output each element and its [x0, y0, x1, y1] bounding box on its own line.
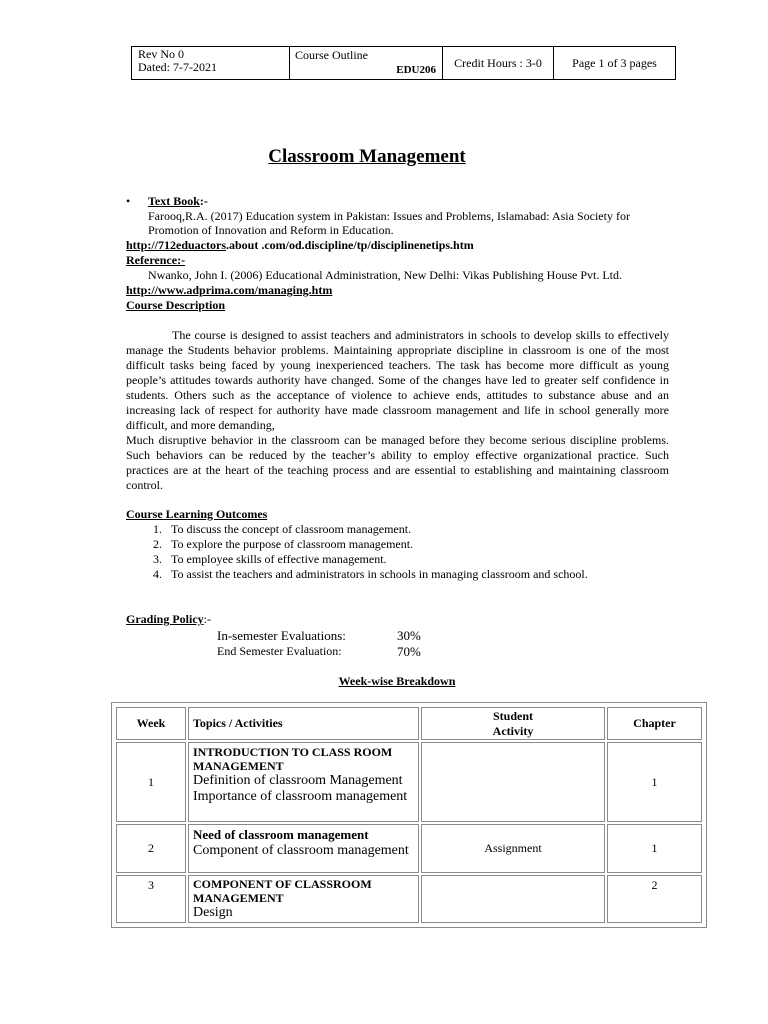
table-row-2-topic: [188, 824, 419, 873]
breakdown-title: Week-wise Breakdown: [338, 674, 456, 688]
rev-no: Rev No 0: [138, 47, 184, 61]
activity-text: Assignment: [484, 841, 542, 855]
week-number: 2: [148, 841, 154, 855]
week-number: 1: [148, 774, 154, 789]
table-row-2-chapter: [607, 824, 702, 873]
table-row-3-topic: [188, 875, 419, 923]
header-student-line1: Student: [492, 708, 533, 723]
reference-heading: Reference:-: [126, 253, 186, 267]
page-title: Classroom Management: [268, 146, 466, 167]
page-info-cell: [554, 47, 675, 79]
credit-hours: Credit Hours : 3-0: [454, 55, 542, 70]
header-topics: [188, 707, 419, 740]
table-row-1-activity: [421, 742, 605, 822]
in-semester-label: In-semester Evaluations:: [217, 628, 346, 643]
list-item: [126, 522, 686, 537]
text-book-bullet: •: [126, 194, 131, 208]
header-chapter: [607, 707, 702, 740]
course-description-para1: The course is designed to assist teachers and administrators in schools to develop skills to effectively manage the Students behavior problems. Maintaining appropriate discipline in classroom is one of the most difficult tasks being faced by young inexperienced teachers. The task has become more difficult as young people’s attitudes towards authority have changed. Some of the changes have led to greater self confidence in students. Others such as the acceptance of violence to achieve ends, attitudes to substance abuse and an increasing lack of respect for authority have made classroom management and life in school generally more difficult, and more demanding,: [126, 328, 669, 432]
chapter-number: 1: [651, 841, 658, 855]
grading-heading: [126, 612, 211, 627]
course-description-heading: Course Description: [126, 298, 225, 312]
learning-outcomes-list: [126, 522, 686, 582]
topic-line: Component of classroom management: [193, 843, 409, 858]
text-book-url-part2[interactable]: .about .com/od.discipline/tp/disciplinenetips.htm: [226, 238, 474, 252]
list-text: To assist the teachers and administrators in schools in managing classroom and school.: [171, 567, 588, 581]
table-row-2-week: [116, 824, 186, 873]
reference-url[interactable]: http://www.adprima.com/managing.htm: [126, 283, 333, 297]
topic-line: Definition of classroom Management: [193, 773, 403, 788]
text-book-line1: Farooq,R.A. (2017) Education system in Pakistan: Issues and Problems, Islamabad: Asia Society for: [148, 209, 630, 223]
header-week: [116, 707, 186, 740]
table-row-1-topic: [188, 742, 419, 822]
end-semester-label: End Semester Evaluation:: [217, 644, 342, 658]
list-text: To explore the purpose of classroom management.: [171, 537, 414, 551]
text-book-heading: [148, 194, 208, 209]
table-row-2-activity: [421, 824, 605, 873]
table-row-1-chapter: [607, 742, 702, 822]
list-number: 4.: [153, 567, 162, 581]
table-row-1-week: [116, 742, 186, 822]
topic-caption: MANAGEMENT: [193, 891, 284, 905]
header-student-line2: Activity: [492, 723, 534, 738]
dated: Dated: 7-7-2021: [138, 60, 217, 74]
table-row-3-activity: [421, 875, 605, 923]
grading-label: Grading Policy: [126, 612, 204, 626]
learning-outcomes-heading: Course Learning Outcomes: [126, 507, 268, 521]
chapter-number: 2: [651, 878, 658, 892]
list-number: 2.: [153, 537, 162, 551]
list-item: [126, 552, 686, 567]
chapter-number: 1: [651, 774, 658, 789]
reference-line1: Nwanko, John I. (2006) Educational Administration, New Delhi: Vikas Publishing House Pvt. Ltd.: [148, 268, 623, 282]
text-book-suffix: :-: [199, 194, 208, 208]
week-number: 3: [148, 878, 154, 892]
course-outline-label: Course Outline: [295, 48, 368, 62]
header-topics-text: Topics / Activities: [193, 716, 283, 730]
grading-suffix: :-: [203, 612, 212, 626]
text-book-line2: Promotion of Innovation and Reform in Education.: [148, 223, 394, 237]
course-description-para2: Much disruptive behavior in the classroom can be managed before they become serious discipline problems. Such behaviors can be reduced by the teacher’s ability to employ effective organizational practice. Such practices are at the heart of the teaching process and are essential to establishing and maintaining classroom control.: [126, 433, 669, 492]
document-header-box: [131, 46, 676, 80]
course-outline-cell: [290, 47, 443, 79]
topic-line: Design: [193, 905, 233, 920]
page-info: Page 1 of 3 pages: [572, 55, 657, 70]
topic-caption: INTRODUCTION TO CLASS ROOM: [193, 745, 393, 759]
topic-caption: Need of classroom management: [193, 827, 369, 842]
list-text: To discuss the concept of classroom management.: [171, 522, 412, 536]
text-book-url[interactable]: [126, 238, 474, 253]
text-book-url-part1[interactable]: http://712eduactors: [126, 238, 226, 252]
credit-hours-cell: [443, 47, 554, 79]
header-week-text: Week: [136, 716, 166, 730]
list-item: [126, 567, 686, 582]
text-book-label: Text Book: [148, 194, 200, 208]
topic-line: Importance of classroom management: [193, 789, 408, 804]
topic-caption: MANAGEMENT: [193, 759, 284, 773]
end-semester-value: 70%: [397, 644, 421, 659]
in-semester-value: 30%: [397, 628, 421, 643]
table-row-3-week: [116, 875, 186, 923]
breakdown-table: [111, 702, 707, 928]
course-description: [126, 328, 669, 493]
revision-cell: [132, 47, 290, 79]
header-student-activity: [421, 707, 605, 740]
list-number: 3.: [153, 552, 162, 566]
topic-caption: COMPONENT OF CLASSROOM: [193, 877, 372, 891]
course-code: EDU206: [396, 64, 436, 76]
table-row-3-chapter: [607, 875, 702, 923]
header-chapter-text: Chapter: [633, 716, 676, 730]
list-item: [126, 537, 686, 552]
list-number: 1.: [153, 522, 162, 536]
list-text: To employee skills of effective management.: [171, 552, 387, 566]
